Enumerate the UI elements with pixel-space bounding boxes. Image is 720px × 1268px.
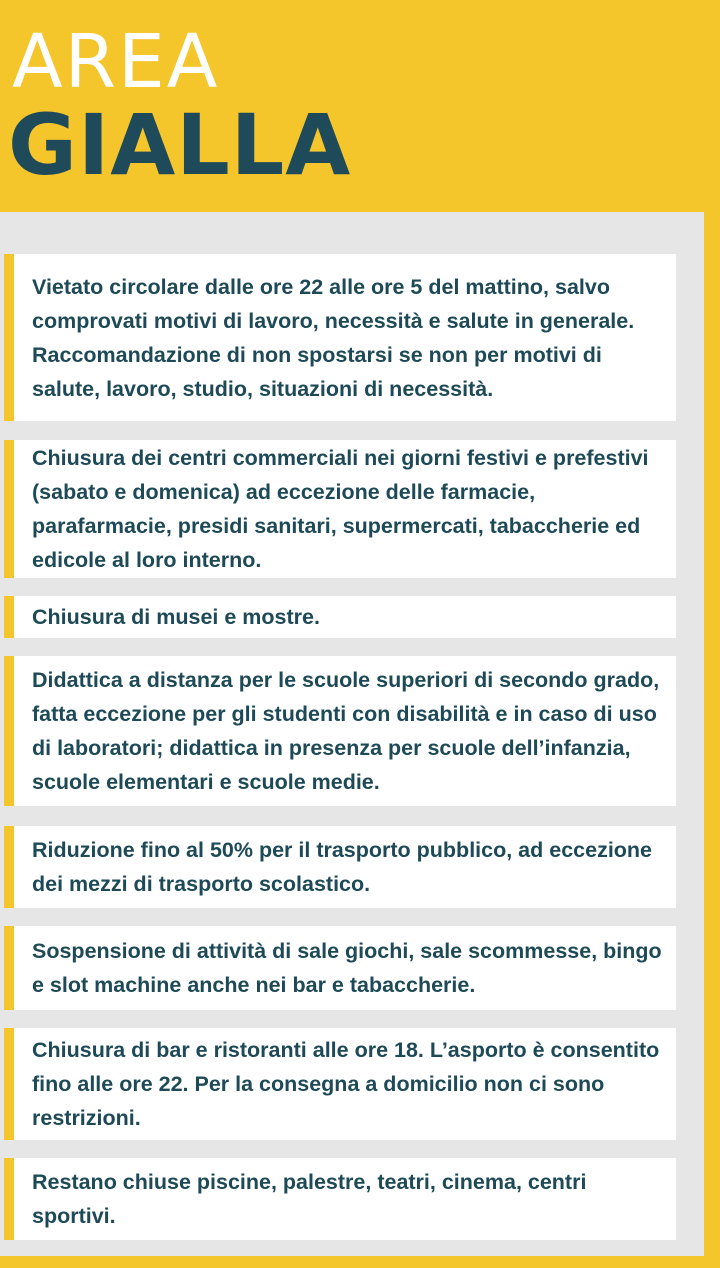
rule-item-shopping-centers (4, 440, 676, 578)
bottom-border (0, 1256, 720, 1268)
rule-item-schools (4, 656, 676, 806)
rule-item-bars-restaurants (4, 1028, 676, 1140)
rule-item-sports (4, 1158, 676, 1240)
rule-text: Chiusura di bar e ristoranti alle ore 18. L’asporto è consentito fino alle ore 22. Per la consegna a domicilio non ci sono restrizioni. (32, 1038, 660, 1130)
rule-item-gaming (4, 926, 676, 1010)
title-gialla: GIALLA (8, 96, 352, 194)
right-border (704, 212, 720, 1268)
rule-text: Restano chiuse piscine, palestre, teatri, cinema, centri sportivi. (32, 1170, 587, 1228)
rule-text: Chiusura dei centri commerciali nei giorni festivi e prefestivi (sabato e domenica) ad eccezione delle farmacie, parafarmacie, presidi sanitari, supermercati, tabaccherie ed edicole al loro interno. (32, 446, 649, 572)
rule-text: Didattica a distanza per le scuole superiori di secondo grado, fatta eccezione per gli studenti con disabilità e in caso di uso di laboratori; didattica in presenza per scuole dell’infanzia, scuole elementari e scuole medie. (32, 668, 660, 794)
rule-text: Vietato circolare dalle ore 22 alle ore 5 del mattino, salvo comprovati motivi di lavoro, necessità e salute in generale. Raccomandazione di non spostarsi se non per motivi di salute, lavoro, studio, situazioni di necessità. (32, 274, 635, 401)
rule-text: Riduzione fino al 50% per il trasporto pubblico, ad eccezione dei mezzi di trasporto scolastico. (32, 838, 653, 896)
header (0, 0, 720, 212)
rule-item-museums (4, 596, 676, 638)
rule-item-curfew (4, 254, 676, 421)
rule-text: Sospensione di attività di sale giochi, sale scommesse, bingo e slot machine anche nei bar e tabaccherie. (32, 939, 662, 997)
rule-text: Chiusura di musei e mostre. (32, 605, 320, 629)
rule-item-transport (4, 826, 676, 908)
title-area: AREA (12, 19, 220, 105)
